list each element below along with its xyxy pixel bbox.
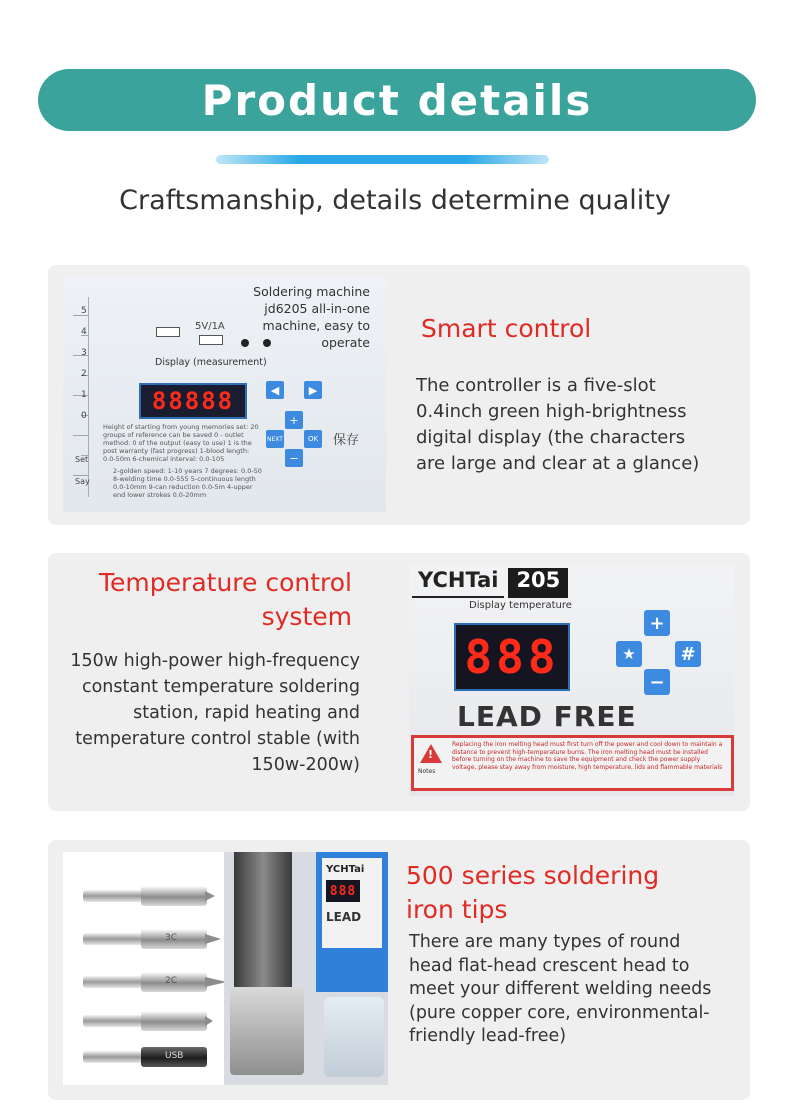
save-label: 保存 [333,433,360,448]
brand-logo [412,568,568,598]
section-description: 150w high-power high-frequency constant temperature soldering station, rapid heating and temperature control stable (with 150w-200w) [70,651,360,775]
display-label: Display temperature [469,600,572,611]
plus-button[interactable]: + [644,610,670,636]
tip-marking: USB [165,1051,184,1061]
temperature-panel-image [409,565,734,796]
base-plate [324,997,384,1077]
notes-label: Notes [418,768,436,775]
tip-marking: 3C [165,933,178,943]
right-arrow-button[interactable]: ▶ [304,381,322,399]
feature-card-smart-control [48,265,750,525]
section-description: There are many types of round head flat-head crescent head to meet your different welding needs (pure copper core, environmental-friendly lead-free) [409,932,712,1046]
side-label: Set [75,455,89,464]
lead-free-label: LEAD FREE [457,700,637,733]
section-heading: 500 series soldering iron tips [406,861,660,924]
soldering-head [234,852,292,1002]
ruler-tick-label: 3 [81,348,87,358]
page-title: Product details [201,75,593,125]
tip-marking: 2C [165,976,178,986]
brand-model: 205 [508,568,568,598]
ruler-tick-label: 2 [81,369,87,379]
warning-box: ! Notes Replacing the iron melting head must first turn off the power and cool down to maintain a distance to prevent high-temperature burns. The iron melting head must be installed before turning on the machine to save the equipment and check the power supply voltage, please stay away from moisture, high temperature, lids and flammable materials [411,735,734,791]
five-digit-display [139,383,247,419]
header-banner [38,69,756,131]
star-button[interactable]: ★ [616,641,642,667]
ruler-tick-label: 5 [81,306,87,316]
section-heading: Smart control [421,314,592,343]
power-port [199,335,223,345]
controller-panel-image [63,277,386,512]
machine-lead-label: LEAD [326,910,362,924]
feature-card-temperature [48,553,750,811]
hash-button[interactable]: # [675,641,701,667]
warning-text: Replacing the iron melting head must first turn off the power and cool down to maintain a distance to prevent high-temperature burns. The iron melting head must be installed before turning on the machine to save the equipment and check the power supply voltage, please stay away from moisture, high temperature, lids and flammable materials [452,741,723,771]
left-arrow-button[interactable]: ◀ [266,381,284,399]
display-digits: 88888 [151,387,235,415]
plus-button[interactable]: + [285,411,303,429]
feature-card-iron-tips [48,840,750,1100]
instruction-text: 2-golden speed: 1-10 years 7 degrees: 0.0-50 8-welding time 0.0-555 5-continuous length 0.0-10mm 9-can reduction 0.0-5m 4-upper end lower strokes 0.0-20mm [113,467,262,499]
port-label: 5V/1A [195,321,225,332]
usb-port [156,327,180,337]
display-label: Display (measurement) [155,357,267,368]
title-underline [216,155,549,164]
machine-display [326,880,360,902]
temperature-display [454,623,570,691]
machine-display-digits: 888 [329,883,357,899]
next-button[interactable]: NEXT [266,430,284,448]
section-description: The controller is a five-slot 0.4inch green high-brightness digital display (the characters are large and clear at a glance) [416,375,700,474]
ok-button[interactable]: OK [304,430,322,448]
instruction-text: Height of starting from young memories set: 20 groups of reference can be saved 0 - outlet method: 0 of the output (easy to use) 1 is the post warranty (fast progress) 1-blood length: 0.0-50m 6-chemical interval: 0.0-105 [103,423,259,463]
page-subtitle: Craftsmanship, details determine quality [119,185,671,216]
clamp-base [230,987,304,1075]
display-digits: 888 [464,630,560,684]
panel-caption: Soldering machine jd6205 all-in-one machine, easy to operate [253,284,370,350]
minus-button[interactable]: − [285,449,303,467]
indicator-light [241,339,249,347]
soldering-machine-photo [224,852,388,1085]
ruler-tick-label: 4 [81,327,87,337]
side-label: Say [75,477,90,486]
minus-button[interactable]: − [644,669,670,695]
machine-brand: YCHTai [326,864,365,875]
machine-housing [316,852,388,992]
brand-name: YCHTai [412,568,504,598]
iron-tips-image [63,852,388,1085]
section-heading: Temperature control system [99,568,352,631]
ruler-tick-label: 0 [81,411,87,421]
ruler-tick-label: 1 [81,390,87,400]
indicator-light [263,339,271,347]
